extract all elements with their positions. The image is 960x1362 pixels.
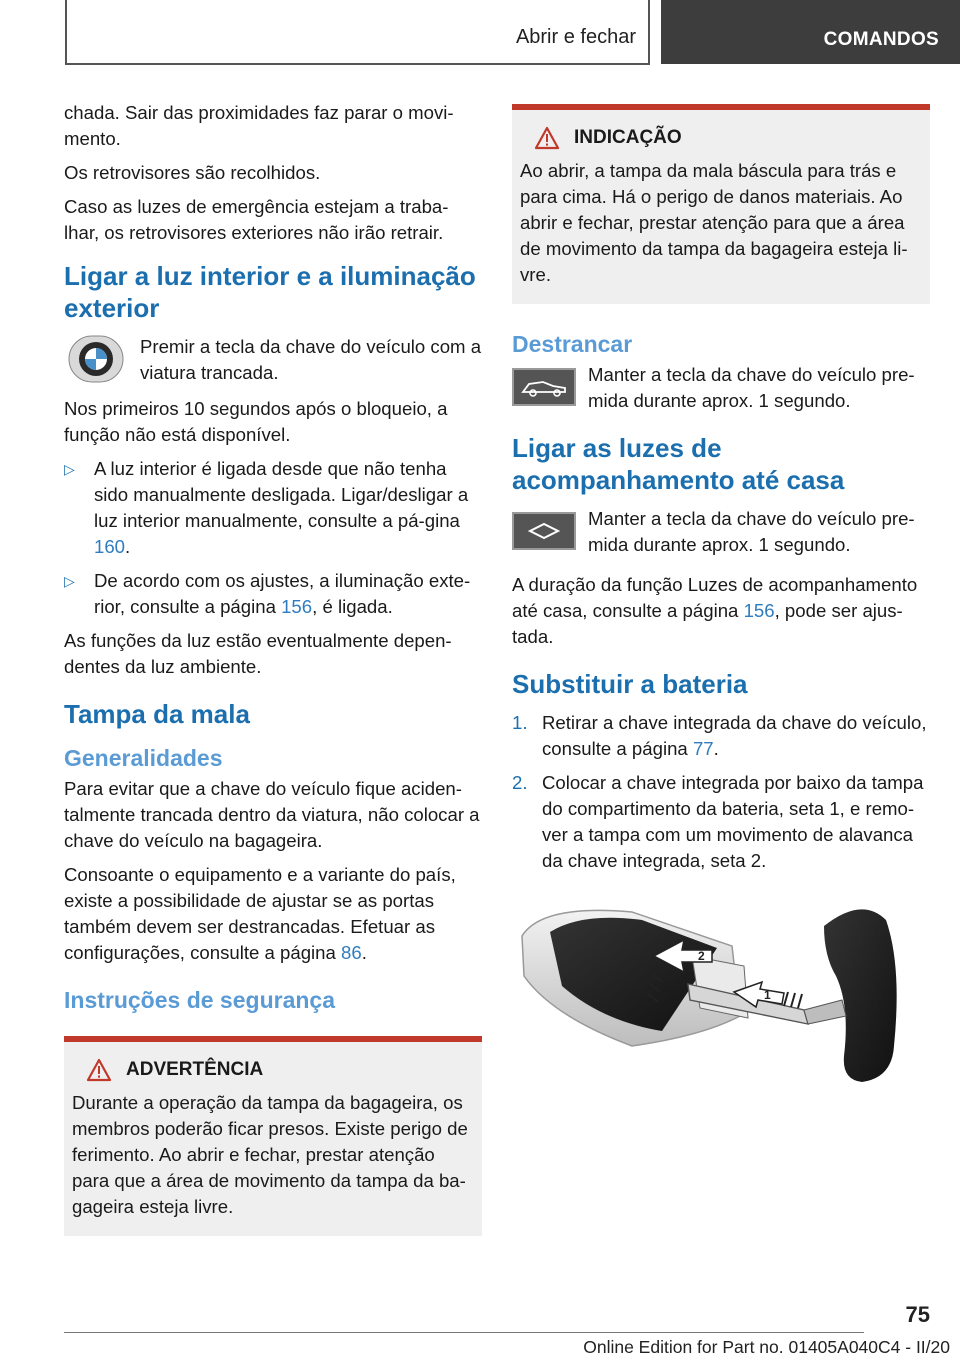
heading-general: Generalidades bbox=[64, 745, 223, 771]
heading-battery: Substituir a bateria bbox=[512, 669, 748, 699]
notice-title bbox=[520, 126, 922, 150]
page-link[interactable]: 156 bbox=[281, 596, 313, 617]
list-item-text: De acordo com os ajustes, a iluminação exte-rior, consulte a página bbox=[94, 570, 471, 617]
page-link[interactable]: 77 bbox=[692, 738, 714, 759]
key-instruction-text: Manter a tecla da chave do veículo pre-mida durante aprox. 1 segundo. bbox=[588, 508, 915, 555]
left-column bbox=[64, 100, 482, 1236]
trunk-key-icon bbox=[512, 362, 576, 412]
paragraph-text-end: . bbox=[361, 942, 367, 963]
list-item-text-end: . bbox=[125, 536, 131, 557]
step-text: Colocar a chave integrada por baixo da tampa do compartimento da bateria, seta 1, e remo-ver a tampa com um movimento de alavanca da chave integrada, seta 2. bbox=[542, 772, 924, 871]
unlock-key-icon bbox=[512, 506, 576, 556]
heading-unlock: Destrancar bbox=[512, 331, 633, 357]
bmw-logo-key-icon bbox=[64, 334, 128, 384]
warning-triangle-icon bbox=[534, 126, 560, 150]
step-number: 2. bbox=[512, 772, 528, 793]
triangle-bullet-icon: ▷ bbox=[64, 461, 75, 477]
header-chapter-label: COMANDOS bbox=[823, 29, 939, 50]
right-column bbox=[512, 104, 930, 1096]
paragraph-text: Consoante o equipamento e a variante do país, existe a possibilidade de ajustar se as portas também devem ser destrancadas. Efetuar as configurações, consulte a página bbox=[64, 864, 456, 963]
list-item bbox=[64, 456, 482, 560]
notice-text: Ao abrir, a tampa da mala báscula para trás e para cima. Há o perigo de danos materiais. Ao abrir e fechar, prestar atenção para que a área de movimento da tampa da bagageira esteja li-vre. bbox=[520, 160, 908, 285]
warning-text: Durante a operação da tampa da bagageira, os membros poderão ficar presos. Existe perigo de ferimento. Ao abrir e fechar, prestar atenção para que a área de movimento da tampa da ba-gageira esteja livre. bbox=[72, 1092, 468, 1217]
footer-rule bbox=[64, 1332, 864, 1333]
key-battery-illustration bbox=[512, 896, 930, 1096]
paragraph-text: A duração da função Luzes de acompanhamento até casa, consulte a página bbox=[512, 574, 918, 621]
warning-title bbox=[72, 1058, 474, 1082]
header-bottom-rule bbox=[65, 63, 650, 65]
list-item-text-end: , é ligada. bbox=[312, 596, 393, 617]
step-item bbox=[512, 770, 930, 874]
paragraph: chada. Sair das proximidades faz parar o movi-mento. bbox=[64, 102, 454, 149]
header-section-divider bbox=[648, 0, 650, 64]
paragraph bbox=[64, 862, 482, 966]
paragraph-text-end: , pode ser ajus-tada. bbox=[512, 600, 903, 647]
heading-trunk: Tampa da mala bbox=[64, 699, 250, 729]
triangle-bullet-icon: ▷ bbox=[64, 573, 75, 589]
header-left-rule bbox=[65, 0, 67, 64]
key-instruction bbox=[512, 362, 930, 414]
paragraph: Nos primeiros 10 segundos após o bloqueio, a função não está disponível. bbox=[64, 398, 448, 445]
notice-box bbox=[512, 104, 930, 304]
key-instruction-text: Manter a tecla da chave do veículo pre-mida durante aprox. 1 segundo. bbox=[588, 364, 915, 411]
header-section-label: Abrir e fechar bbox=[515, 26, 636, 48]
page-link[interactable]: 160 bbox=[94, 536, 126, 557]
step-text: Retirar a chave integrada da chave do veículo, consulte a página bbox=[542, 712, 927, 759]
key-instruction bbox=[512, 506, 930, 558]
list-item-text: A luz interior é ligada desde que não tenha sido manualmente desligada. Ligar/desligar a luz interior manualmente, consulte a pá-gina bbox=[94, 458, 469, 531]
warning-box bbox=[64, 1036, 482, 1236]
paragraph: As funções da luz estão eventualmente depen-dentes da luz ambiente. bbox=[64, 630, 452, 677]
step-text-end: . bbox=[713, 738, 719, 759]
svg-text:1: 1 bbox=[764, 988, 771, 1002]
footer-edition: Online Edition for Part no. 01405A040C4 - II/20 bbox=[583, 1337, 950, 1357]
warning-title-text: ADVERTÊNCIA bbox=[126, 1059, 264, 1080]
notice-title-text: INDICAÇÃO bbox=[574, 127, 682, 148]
page-link[interactable]: 86 bbox=[341, 942, 362, 963]
key-instruction bbox=[64, 334, 482, 386]
list-item bbox=[64, 568, 482, 620]
heading-follow-me-home: Ligar as luzes de acompanhamento até casa bbox=[512, 433, 845, 495]
step-item bbox=[512, 710, 930, 762]
heading-safety: Instruções de segurança bbox=[64, 987, 335, 1013]
paragraph: Caso as luzes de emergência estejam a traba-lhar, os retrovisores exteriores não irão retrair. bbox=[64, 196, 449, 243]
page-link[interactable]: 156 bbox=[743, 600, 775, 621]
paragraph: Os retrovisores são recolhidos. bbox=[64, 162, 321, 183]
warning-triangle-icon bbox=[86, 1058, 112, 1082]
key-instruction-text: Premir a tecla da chave do veículo com a viatura trancada. bbox=[140, 336, 482, 383]
paragraph bbox=[512, 572, 930, 650]
svg-text:2: 2 bbox=[698, 949, 705, 963]
heading-light: Ligar a luz interior e a iluminação exterior bbox=[64, 261, 476, 323]
paragraph: Para evitar que a chave do veículo fique aciden-talmente trancada dentro da viatura, não colocar a chave do veículo na bagageira. bbox=[64, 778, 480, 851]
step-number: 1. bbox=[512, 712, 528, 733]
page-number: 75 bbox=[905, 1302, 930, 1327]
